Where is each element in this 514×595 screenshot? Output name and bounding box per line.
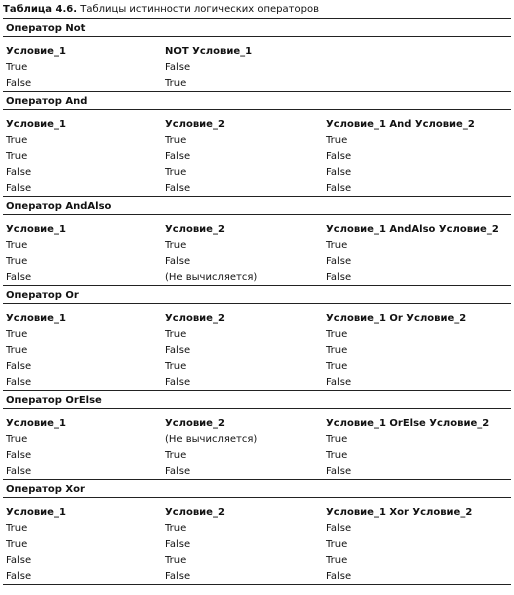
column-header: Условие_2 [165,507,225,518]
table-cell: False [323,269,511,286]
table-cell: False [162,374,323,391]
table-cell: False [326,166,352,178]
table-cell: False [323,180,511,197]
table-cell: True [165,239,187,251]
column-header: Условие_2 [165,313,225,324]
column-header: Условие_1 [6,418,66,429]
caption-number: Таблица 4.6. [3,4,78,15]
table-cell: (Не вычисляется) [162,269,323,286]
table-cell: (Не вычисляется) [165,433,258,445]
table-row [3,431,511,447]
column-header [323,37,511,60]
table-cell: True [326,344,348,356]
table-cell: False [162,568,323,585]
table-cell: True [6,255,28,267]
table-cell [323,59,511,75]
table-cell: True [6,433,28,445]
table-cell: False [165,344,191,356]
table-row [3,552,511,568]
table-cell: False [3,75,162,92]
section-title: Оператор AndAlso [3,197,511,215]
table-caption [3,4,511,18]
table-row [3,269,511,286]
table-cell: True [165,360,187,372]
section-title: Оператор Not [3,19,511,37]
section-title-row [3,286,511,304]
table-row [3,447,511,463]
column-header: Условие_1 OrElse Условие_2 [326,418,490,429]
table-row [3,536,511,552]
table-cell: True [326,554,348,566]
table-cell: True [326,433,348,445]
table-cell: False [165,538,191,550]
column-header: Условие_1 [6,313,66,324]
column-header: Условие_2 [165,224,225,235]
table-cell: True [165,328,187,340]
table-cell: True [165,449,187,461]
table-cell: False [165,150,191,162]
table-cell: False [323,568,511,585]
table-cell: False [3,180,162,197]
table-cell: True [326,134,348,146]
header-row [3,409,511,432]
table-cell: True [6,150,28,162]
table-cell: True [162,75,323,92]
column-header: Условие_2 [165,119,225,130]
section-title: Оператор Xor [3,480,511,498]
table-cell: False [326,150,352,162]
table-row [3,520,511,536]
table-cell: False [3,463,162,480]
table-cell: False [165,61,191,73]
table-cell: False [3,269,162,286]
table-row [3,358,511,374]
section-title-row [3,391,511,409]
header-row [3,110,511,133]
table-row [3,180,511,197]
truth-tables-body [3,19,511,585]
column-header: Условие_1 Xor Условие_2 [326,507,473,518]
table-cell: False [6,554,32,566]
table-cell: True [326,328,348,340]
table-row [3,75,511,92]
table-cell: True [6,61,28,73]
column-header: Условие_1 [6,119,66,130]
table-row [3,132,511,148]
table-cell: True [326,239,348,251]
table-cell: False [162,180,323,197]
section-title-row [3,197,511,215]
header-row [3,498,511,521]
table-cell: True [6,344,28,356]
table-cell: True [6,239,28,251]
table-row [3,59,511,75]
table-row [3,253,511,269]
table-cell [323,75,511,92]
section-title-row [3,480,511,498]
section-title: Оператор Or [3,286,511,304]
section-title-row [3,92,511,110]
table-cell: True [6,522,28,534]
table-cell: False [6,449,32,461]
column-header: Условие_2 [165,418,225,429]
caption-text: Таблицы истинности логических операторов [77,4,319,15]
table-row [3,237,511,253]
column-header: NOT Условие_1 [165,46,253,57]
table-cell: False [3,374,162,391]
section-title: Оператор And [3,92,511,110]
column-header: Условие_1 [6,46,66,57]
table-row [3,463,511,480]
table-cell: True [165,166,187,178]
table-cell: True [326,360,348,372]
table-cell: True [326,449,348,461]
header-row [3,304,511,327]
table-cell: False [323,463,511,480]
table-cell: True [165,522,187,534]
table-cell: True [6,538,28,550]
column-header: Условие_1 [6,224,66,235]
table-cell: False [326,522,352,534]
table-cell: False [6,360,32,372]
table-cell: True [326,538,348,550]
table-cell: False [326,255,352,267]
table-cell: True [6,134,28,146]
table-cell: False [165,255,191,267]
table-cell: True [165,554,187,566]
table-row [3,148,511,164]
table-cell: True [6,328,28,340]
document [3,0,511,585]
header-row [3,37,511,60]
section-title-row [3,19,511,37]
table-cell: False [3,568,162,585]
table-row [3,342,511,358]
table-row [3,326,511,342]
column-header: Условие_1 [6,507,66,518]
table-row [3,374,511,391]
table-cell: True [165,134,187,146]
truth-tables [3,18,511,585]
section-title: Оператор OrElse [3,391,511,409]
column-header: Условие_1 And Условие_2 [326,119,475,130]
header-row [3,215,511,238]
table-cell: False [162,463,323,480]
table-row [3,568,511,585]
table-cell: False [323,374,511,391]
table-row [3,164,511,180]
table-cell: False [6,166,32,178]
column-header: Условие_1 Or Условие_2 [326,313,467,324]
column-header: Условие_1 AndAlso Условие_2 [326,224,499,235]
